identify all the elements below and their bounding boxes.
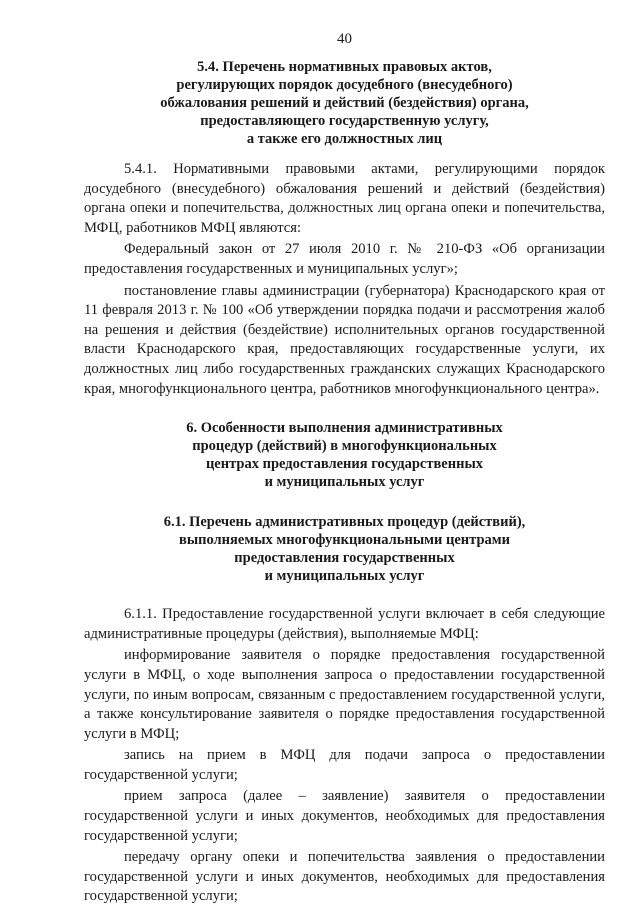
page-number: 40 xyxy=(337,31,352,47)
heading-line: выполняемых многофункциональными центрами xyxy=(178,532,510,549)
heading-line: процедур (действий) в многофункциональных xyxy=(192,438,497,455)
heading-line: а также его должностных лиц xyxy=(246,131,443,147)
heading-line: и муниципальных услуг xyxy=(264,568,425,585)
section-5-4-heading xyxy=(84,58,605,148)
paragraph-informing: информирование заявителя о порядке предоставления государственной услуги в МФЦ, о ходе выполнения запроса о предоставлении государственной услуги, по иным вопросам, связанным с предоставлением государственной услуги, а также консультирование заявителя о порядке предоставления государственной услуги в МФЦ; xyxy=(84,647,605,742)
heading-line: предоставляющего государственную услугу, xyxy=(200,113,489,129)
paragraph-reception: прием запроса (далее – заявление) заявителя о предоставлении государственной услуги и иных документов, необходимых для предоставления государственной услуги; xyxy=(84,788,605,844)
paragraph-6-1-1: 6.1.1. Предоставление государственной услуги включает в себя следующие административные процедуры (действия), выполняемые МФЦ: xyxy=(84,606,605,642)
heading-line: 6. Особенности выполнения административных xyxy=(186,420,503,437)
paragraph-appointment: запись на прием в МФЦ для подачи запроса о предоставлении государственной услуги; xyxy=(84,747,605,783)
paragraph-transfer: передачу органу опеки и попечительства заявления о предоставлении государственной услуги и иных документов, необходимых для предоставления государственной услуги; xyxy=(84,849,605,905)
paragraph-federal-law: Федеральный закон от 27 июля 2010 г. № 210-ФЗ «Об организации предоставления государственных и муниципальных услуг»; xyxy=(84,241,605,277)
heading-line: обжалования решений и действий (бездействия) органа, xyxy=(160,95,529,111)
heading-line: 6.1. Перечень административных процедур (действий), xyxy=(163,514,526,531)
heading-line: центрах предоставления государственных xyxy=(205,456,484,473)
section-6-heading xyxy=(84,419,605,491)
heading-line: регулирующих порядок досудебного (внесудебного) xyxy=(176,77,513,93)
heading-line: 5.4. Перечень нормативных правовых актов, xyxy=(197,59,492,75)
heading-line: предоставления государственных xyxy=(234,550,455,567)
paragraph-5-4-1: 5.4.1. Нормативными правовыми актами, регулирующими порядок досудебного (внесудебного) обжалования решений и действий (бездействия) органа опеки и попечительства, должностных лиц органа опеки и попечительства, МФЦ, работников МФЦ являются: xyxy=(84,161,605,236)
heading-line: и муниципальных услуг xyxy=(264,474,425,491)
section-6-1-heading xyxy=(84,513,605,585)
paragraph-governor-decree: постановление главы администрации (губернатора) Краснодарского края от 11 февраля 2013 г. № 100 «Об утверждении порядка подачи и рассмотрения жалоб на решения и действия (бездействие) исполнительных органов государственной власти Краснодарского края, предоставляющих государственные услуги, их должностных лиц либо государственных гражданских служащих Краснодарского края, многофункционального центра, работников многофункционального центра». xyxy=(84,282,605,397)
